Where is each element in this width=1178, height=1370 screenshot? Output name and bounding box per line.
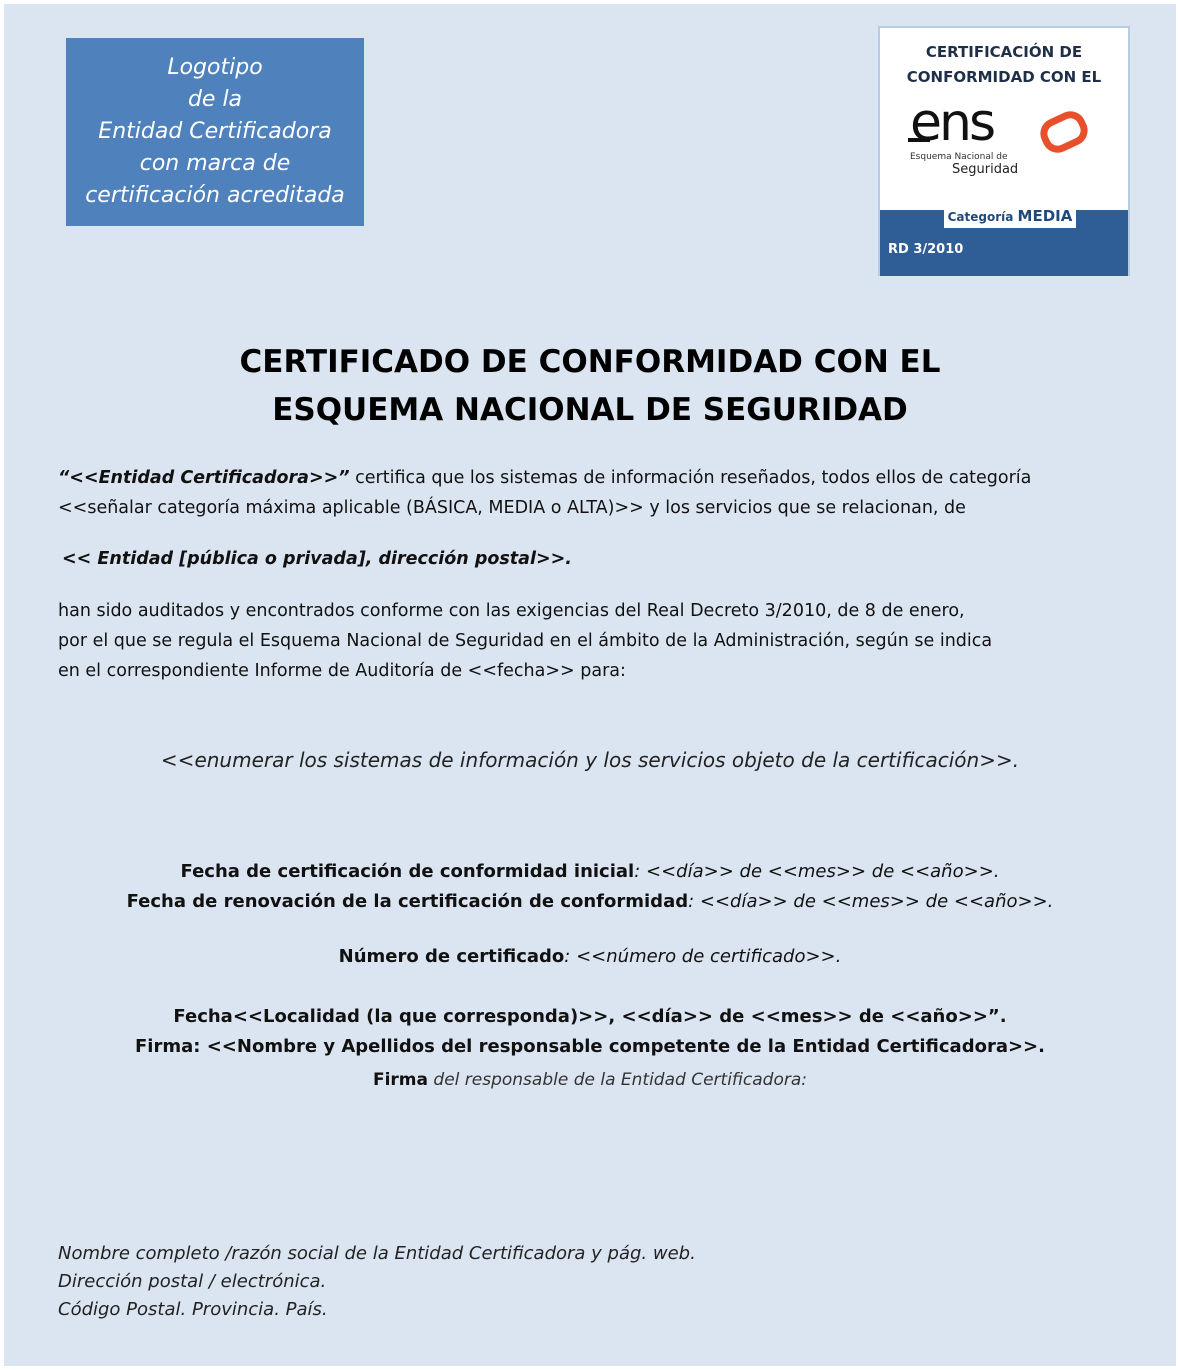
firma-label: Firma (372, 1070, 428, 1090)
logo-placeholder-line: certificación acreditada (85, 183, 345, 208)
renewal-date-value: : <<día>> de <<mes>> de <<año>>. (688, 891, 1054, 912)
systems-placeholder: <<enumerar los sistemas de información y los servicios objeto de la certificación>>. (160, 748, 1020, 772)
paragraph3-line2: por el que se regula el Esquema Nacional de Seguridad en el ámbito de la Administración, según se indica (58, 631, 993, 651)
seal-category-level: MEDIA (1017, 207, 1073, 225)
paragraph3-line1: han sido auditados y encontrados conforme con las exigencias del Real Decreto 3/2010, de 8 de enero, (58, 601, 965, 621)
initial-date-value: : <<día>> de <<mes>> de <<año>>. (634, 861, 1000, 882)
seal-category (944, 204, 1076, 228)
seal-category-label: Categoría (947, 210, 1014, 224)
footer-line1: Nombre completo /razón social de la Entidad Certificadora y pág. web. (58, 1243, 696, 1264)
title-line1: CERTIFICADO DE CONFORMIDAD CON EL (239, 344, 941, 380)
logo-placeholder-line: Entidad Certificadora (98, 119, 332, 144)
paragraph1-text: certifica que los sistemas de información reseñados, todos ellos de categoría (349, 468, 1032, 488)
seal-sub-line1: Esquema Nacional de (910, 152, 1008, 162)
paragraph1-line2: <<señalar categoría máxima aplicable (BÁSICA, MEDIA o ALTA)>> y los servicios que se relacionan, de (58, 498, 966, 518)
paragraph3-line3: en el correspondiente Informe de Auditoría de <<fecha>> para: (58, 661, 626, 681)
renewal-date-label: Fecha de renovación de la certificación de conformidad (126, 891, 689, 912)
seal-heading-line1: CERTIFICACIÓN DE (925, 43, 1083, 61)
seal-heading (880, 40, 1128, 90)
ens-certification-seal (878, 26, 1130, 276)
signature-firma-line (4, 1070, 1176, 1090)
renewal-date-line (4, 887, 1176, 917)
initial-date-line (4, 857, 1176, 887)
certificate-number-label: Número de certificado (338, 946, 565, 967)
paragraph-certifies (58, 463, 1140, 523)
signature-place-date: Fecha<<Localidad (la que corresponda)>>, <<día>> de <<mes>> de <<año>>”. (173, 1006, 1007, 1027)
signature-signer: Firma: <<Nombre y Apellidos del responsable competente de la Entidad Certificadora>>. (135, 1036, 1045, 1057)
ens-logo-icon (906, 94, 1106, 154)
logo-placeholder (66, 38, 364, 226)
seal-heading-line2: CONFORMIDAD CON EL (906, 68, 1102, 86)
certificate-title (4, 338, 1176, 434)
logo-placeholder-line: de la (187, 87, 243, 112)
ens-logo-text: ens (910, 94, 994, 153)
logo-placeholder-line: Logotipo (167, 55, 263, 80)
certification-dates (4, 857, 1176, 917)
paragraph1-line1 (58, 463, 1140, 493)
footer-line3: Código Postal. Provincia. País. (58, 1299, 328, 1320)
footer-line2: Dirección postal / electrónica. (58, 1271, 327, 1292)
certificate-page (4, 4, 1176, 1366)
issuer-footer (58, 1240, 696, 1324)
certificate-number-value: : <<número de certificado>>. (564, 946, 842, 967)
seal-decree: RD 3/2010 (888, 242, 964, 257)
entity-placeholder: “<<Entidad Certificadora>>” (58, 468, 350, 488)
firma-rest: del responsable de la Entidad Certificadora: (428, 1070, 807, 1090)
initial-date-label: Fecha de certificación de conformidad inicial (180, 861, 635, 882)
certificate-number-line (4, 946, 1176, 967)
paragraph-audited (58, 596, 1140, 686)
entity-address-placeholder: << Entidad [pública o privada], dirección postal>>. (62, 549, 572, 569)
title-line2: ESQUEMA NACIONAL DE SEGURIDAD (272, 392, 908, 428)
logo-placeholder-line: con marca de (139, 151, 291, 176)
seal-sub-line2: Seguridad (952, 162, 1019, 177)
signature-block (4, 1002, 1176, 1062)
